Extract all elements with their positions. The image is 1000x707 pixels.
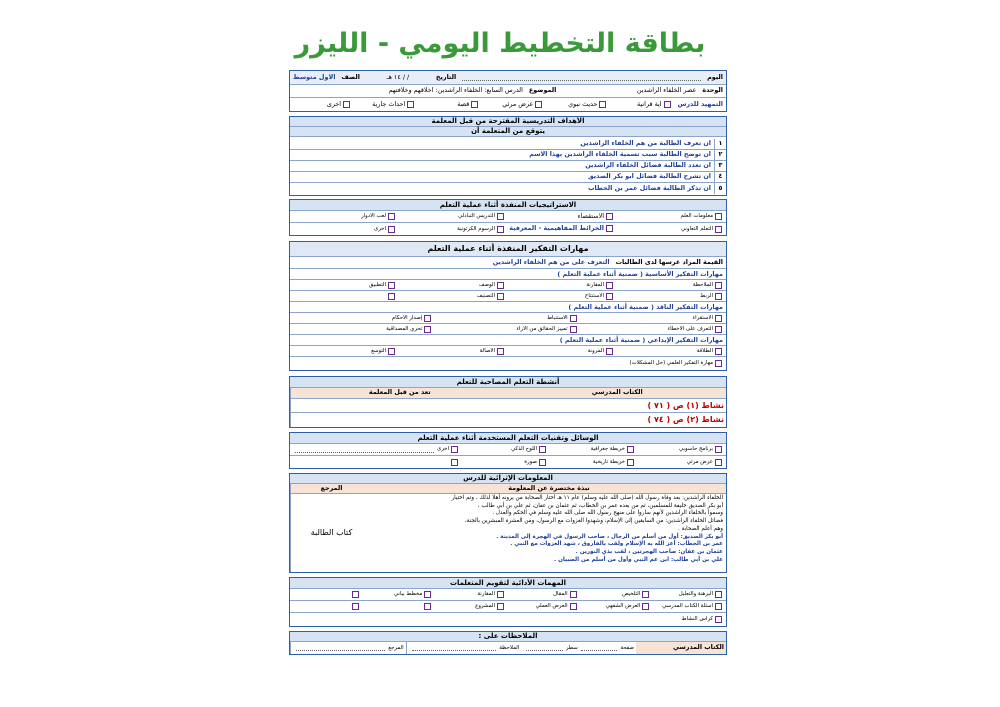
checkbox[interactable] [642,591,649,598]
option-cell[interactable]: برنامج حاسوبي [638,446,726,453]
teacher-activity-2[interactable] [290,413,509,427]
option-cell[interactable]: الملاحظة [617,282,726,289]
option-cell[interactable]: اللوح الذكي [462,446,550,453]
col-teacher: تعد من قبل المعلمة [290,388,509,398]
checkbox[interactable] [407,101,414,108]
option-cell[interactable]: المقال [508,591,581,598]
ref-value: كتاب الطالبة [290,494,372,572]
option-cell[interactable]: أسئلة الكتاب المدرسي [653,603,726,610]
option-cell[interactable] [363,603,436,610]
option-cell[interactable]: عرض مرئي [638,459,726,466]
form-row [290,601,726,613]
activities-section [289,376,727,428]
form-row [290,388,726,399]
option-cell[interactable]: التعرف على الأخطاء [581,326,726,333]
checkbox[interactable] [471,101,478,108]
notes-title: الملاحظات على : [290,632,726,642]
checkbox[interactable] [715,603,722,610]
checkbox[interactable] [388,348,395,355]
option-cell[interactable]: الاستنباط [435,315,580,322]
form-row [290,336,726,346]
checkbox[interactable] [388,213,395,220]
day-label: اليوم [707,72,723,81]
option-cell[interactable] [290,591,363,598]
header-section [289,70,727,112]
thinking-title: مهارات التفكير المنفذة أثناء عملية التعلم [290,242,726,257]
option-cell[interactable]: البرهنة والتعليل [653,591,726,598]
option-cell[interactable]: مخطط بياني [363,591,436,598]
option-cell[interactable]: العرض الشفهي [581,603,654,610]
teacher-activity-1[interactable] [290,399,509,412]
option-cell[interactable]: إصدار الأحكام [290,315,435,322]
checkbox[interactable] [715,446,722,453]
topic-field[interactable]: الدرس السابع: الخلفاء الراشدين: اخلاقهم وخلافتهم [388,87,523,95]
checkbox[interactable] [606,225,613,232]
checkbox[interactable] [539,459,546,466]
form-row [290,172,726,183]
option-cell[interactable]: تمييز الحقائق من الآراء [435,326,580,333]
checkbox[interactable] [388,226,395,233]
objective-item: أن تعدد الطالبة فضائل الخلفاء الراشدين [585,162,711,170]
form-row [290,270,726,280]
strategy-option[interactable]: لعب الأدوار [290,213,399,220]
checkbox[interactable] [497,226,504,233]
checkbox[interactable] [606,348,613,355]
form-row [290,71,726,85]
intro-option[interactable]: قصة [418,101,482,108]
ref-label: المرجع [290,484,372,493]
form-row [290,613,726,625]
form-row [290,456,726,468]
objective-item: أن توضح الطالبة سبب تسمية الخلفاء الراشدين بهذا الاسم [529,151,711,159]
checkbox[interactable] [343,101,350,108]
form-row [290,303,726,313]
content-text: الخلفاء الراشدين: بعد وفاة رسول الله (صلى الله عليه وسلم) عام ١١ هـ اختار الصحابة من يرونه أهلا لذلك ، وتم اختيار أبو بكر الصديق خليفة للمسلمين، ثم من بعده عمر بن الخطاب، ثم عثمان بن عفان، ثم علي بن أبي طالب ، وسموا بالخلفاء الراشدين لأنهم ساروا على منهج رسول الله صلى الله عليه وسلم في الحكم والعدل . فضائل الخلفاء الراشدين: من السابقين إلى الإسلام، وشهدوا الغزوات مع الرسول، ومن العشرة المبشرين بالجنة، وهم أعلم الصحابة . أبو بكر الصديق: أول من أسلم من الرجال ، صاحب الرسول في الهجرة إلى المدينة . عمر بن الخطاب: أعز الله به الإسلام ولقب بالفاروق ، شهد الغزوات مع النبي . عثمان بن عفان: صاحب الهجرتين ، لقب بذي النورين . علي بن أبي طالب: ابن عم النبي وأول من أسلم من الصبيان . [451,495,723,563]
objective-number: ٤ [714,172,726,182]
form-row [290,211,726,223]
form-row [290,346,726,357]
form-row [290,223,726,235]
strategy-option[interactable]: الاستقصاء [508,213,617,220]
checkbox[interactable] [570,603,577,610]
dotted-field[interactable] [295,447,434,453]
option-cell[interactable]: المقارنة [508,282,617,289]
day-field[interactable] [462,75,701,81]
option-cell[interactable]: التطبيق [290,282,399,289]
option-cell[interactable]: أخرى [290,446,462,453]
option-cell[interactable]: تحري المصداقية [290,326,435,333]
form-row [290,257,726,269]
checkbox[interactable] [606,282,613,289]
intro-option[interactable]: حديث نبوي [546,101,610,108]
content-sub: نبذة مختصرة عن المعلومة [508,484,590,492]
option-cell[interactable]: التوسع [290,348,399,355]
checkbox[interactable] [664,101,671,108]
checkbox[interactable] [388,282,395,289]
checkbox[interactable] [570,326,577,333]
objectives-subtitle: يتوقع من المتعلمة أن [290,127,726,137]
value-label: القيمة المراد غرسها لدى الطالبات [615,257,723,266]
option-cell[interactable]: التلخيص [581,591,654,598]
checkbox[interactable] [497,603,504,610]
checkbox[interactable] [627,459,634,466]
checkbox[interactable] [715,213,722,220]
option-cell[interactable]: مهارة التفكير العلمي (حل المشكلات) [290,360,726,367]
date-field[interactable]: / / ١٤ هـ [386,73,410,81]
objectives-title: الأهداف التدريسية المقترحة من قبل المعلمة [290,117,726,127]
planning-form [289,70,727,655]
checkbox[interactable] [715,326,722,333]
checkbox[interactable] [606,213,613,220]
form-row [290,357,726,369]
basic-skills-title: مهارات التفكير الأساسية ( ضمنية أثناء عملية التعلم ) [557,269,723,278]
option-cell[interactable]: خريطة جغرافية [550,446,638,453]
value-text: التعرف على من هم الخلفاء الراشدين [492,258,610,266]
checkbox[interactable] [642,603,649,610]
objective-number: ٥ [714,183,726,194]
checkbox[interactable] [424,591,431,598]
form-row [290,642,726,654]
objectives-section [289,116,727,196]
form-row [290,484,726,494]
strategies-section [289,199,727,236]
content-section [289,473,727,573]
checkbox[interactable] [715,591,722,598]
checkbox[interactable] [627,446,634,453]
content-title: المعلومات الإثرائية للدرس [290,474,726,484]
checkbox[interactable] [497,348,504,355]
form-row [290,183,726,194]
objective-item: أن تشرح الطالبة فضائل أبو بكر الصديق [588,173,711,181]
thinking-section [289,241,727,371]
option-cell[interactable] [290,459,462,466]
checkbox[interactable] [424,315,431,322]
dotted-field[interactable] [581,645,618,651]
strategy-option[interactable]: التدريس التبادلي [399,213,508,220]
option-cell[interactable]: كراس النشاط [290,616,726,623]
checkbox[interactable] [497,282,504,289]
dotted-field[interactable] [526,645,563,651]
form-row [290,139,726,150]
checkbox[interactable] [424,603,431,610]
strategy-option[interactable]: أخرى [290,226,399,233]
checkbox[interactable] [497,213,504,220]
topic-label: الموضوع [528,86,557,95]
form-row [290,291,726,302]
form-row [290,161,726,172]
option-cell[interactable]: خريطة تاريخية [550,459,638,466]
option-cell[interactable]: صورة [462,459,550,466]
checkbox[interactable] [570,315,577,322]
activities-title: أنشطة التعلم المصاحبة للتعلم [290,377,726,388]
checkbox[interactable] [715,226,722,233]
strategies-title: الاستراتيجيات المنفذة أثناء عملية التعلم [290,200,726,211]
form-row [290,589,726,601]
intro-option[interactable]: عرض مرئي [482,101,546,108]
unit-field[interactable]: عصر الخلفاء الراشدين [636,87,697,95]
form-row [290,98,726,111]
evaluation-section [289,577,727,627]
date-label: التاريخ [435,72,457,81]
option-cell[interactable]: صفحة سطر [521,645,636,651]
unit-label: الوحدة [702,86,723,95]
option-cell[interactable]: المقارنة [435,591,508,598]
option-cell[interactable]: الطلاقة [617,348,726,355]
option-cell[interactable]: الاستقراء [581,315,726,322]
option-cell[interactable]: الملاحظة [406,642,522,654]
checkbox[interactable] [599,101,606,108]
evaluation-title: المهمات الأدائية لتقويم المتعلمات [290,578,726,589]
critical-skills-title: مهارات التفكير الناقد ( ضمنية أثناء عملية التعلم ) [568,302,723,311]
checkbox[interactable] [715,293,722,300]
notes-section [289,631,727,655]
option-cell[interactable]: التصنيف [399,293,508,300]
form-row [290,399,726,413]
objective-item: أن تذكر الطالبة فضائل عمر بن الخطاب [588,184,711,192]
objective-number: ٢ [714,150,726,160]
checkbox[interactable] [424,326,431,333]
class-label: الصف [341,72,360,81]
checkbox[interactable] [535,101,542,108]
page-title: بطاقة التخطيط اليومي - الليزر [294,28,706,59]
option-cell[interactable]: المرجع [290,642,406,654]
intro-option[interactable]: آية قرآنية [610,101,674,108]
dotted-field[interactable] [412,645,497,651]
checkbox[interactable] [715,616,722,623]
checkbox[interactable] [352,591,359,598]
checkbox[interactable] [715,282,722,289]
strategy-option[interactable]: الرسوم الكرتونية [399,226,508,233]
class-field[interactable]: الاول متوسط [293,73,336,81]
option-cell[interactable]: المشروع [435,603,508,610]
form-row [290,85,726,98]
option-cell[interactable]: العرض العملي [508,603,581,610]
option-cell[interactable] [290,603,363,610]
form-row [290,444,726,456]
objective-item: أن تعرف الطالبة من هم الخلفاء الراشدين [580,140,711,148]
checkbox[interactable] [497,293,504,300]
intro-option[interactable]: أخرى [290,101,354,108]
checkbox[interactable] [451,446,458,453]
strategy-option[interactable]: التعلم التعاوني [617,226,726,233]
checkbox[interactable] [539,446,546,453]
objective-number: ١ [714,139,726,149]
strategy-option[interactable]: معلومات العلم [617,213,726,220]
option-cell[interactable]: الربط [617,293,726,300]
tools-title: الوسائل وتقنيات التعلم المستخدمة أثناء عملية التعلم [290,433,726,444]
option-cell[interactable]: الوصف [399,282,508,289]
checkbox[interactable] [715,459,722,466]
checkbox[interactable] [388,293,395,300]
notes-book-label: الكتاب المدرسي [636,642,726,654]
checkbox[interactable] [451,459,458,466]
col-book: الكتاب المدرسي [591,389,643,397]
intro-option[interactable]: أحداث جارية [354,101,418,108]
strategy-option[interactable]: الخرائط المفاهيمية - المعرفية [508,225,617,232]
option-cell[interactable]: الأصالة [399,348,508,355]
creative-skills-title: مهارات التفكير الإبداعي ( ضمنية أثناء عملية التعلم ) [559,335,723,344]
form-row [290,150,726,161]
form-row [290,413,726,427]
activity-2: نشاط (٢) ص ( ٧٤ ) [647,415,724,425]
checkbox[interactable] [352,603,359,610]
tools-section [289,432,727,469]
option-cell[interactable]: المرونة [508,348,617,355]
objective-number: ٣ [714,161,726,171]
option-cell[interactable] [290,293,399,300]
checkbox[interactable] [715,348,722,355]
option-cell[interactable]: الاستنتاج [508,293,617,300]
checkbox[interactable] [606,293,613,300]
checkbox[interactable] [570,591,577,598]
form-row [290,280,726,291]
dotted-field[interactable] [296,645,385,651]
checkbox[interactable] [497,591,504,598]
checkbox[interactable] [715,360,722,367]
activity-1: نشاط (١) ص ( ٧١ ) [647,400,724,410]
checkbox[interactable] [715,315,722,322]
intro-label: التمهيد للدرس [677,99,723,108]
form-row [290,313,726,324]
form-row [290,324,726,335]
